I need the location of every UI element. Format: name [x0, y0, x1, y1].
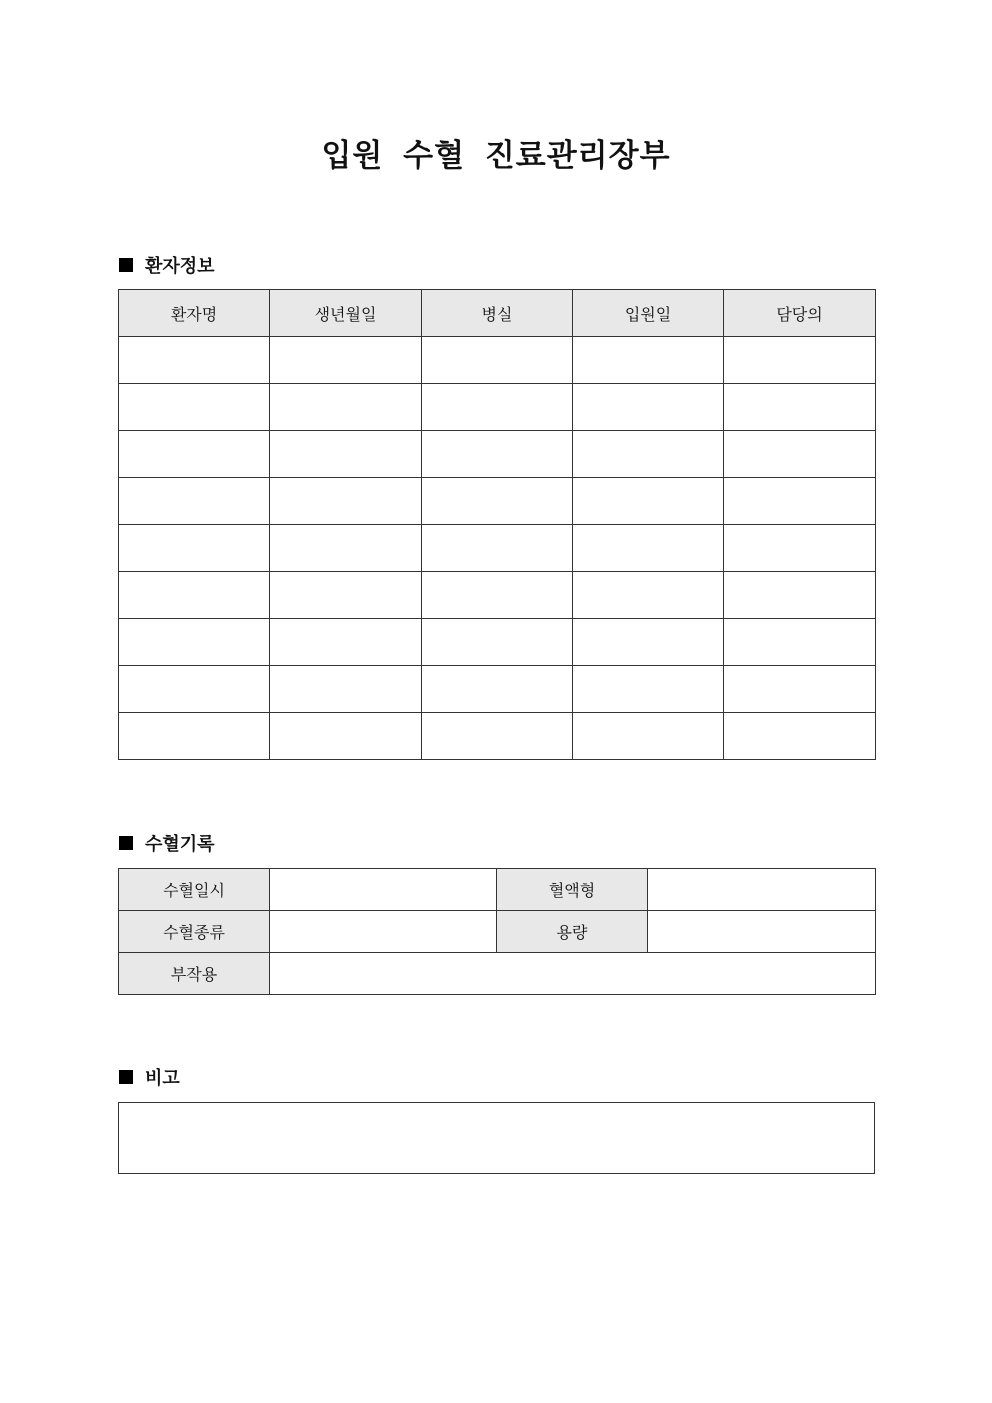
table-row	[119, 953, 876, 995]
page-title: 입원 수혈 진료관리장부	[321, 138, 671, 174]
birthdate-cell[interactable]	[270, 337, 422, 384]
table-row	[119, 525, 876, 572]
column-header-birthdate: 생년월일	[270, 290, 422, 337]
room-cell[interactable]	[422, 666, 573, 713]
attending-doctor-cell[interactable]	[724, 572, 876, 619]
birthdate-cell[interactable]	[270, 431, 422, 478]
attending-doctor-cell[interactable]	[724, 478, 876, 525]
table-row	[119, 384, 876, 431]
admission-date-cell[interactable]	[573, 572, 724, 619]
table-row	[119, 337, 876, 384]
attending-doctor-cell[interactable]	[724, 337, 876, 384]
patient-table-header-row	[119, 290, 876, 337]
patient-name-cell[interactable]	[119, 384, 270, 431]
patient-name-cell[interactable]	[119, 431, 270, 478]
square-bullet-icon	[119, 1070, 133, 1084]
room-cell[interactable]	[422, 525, 573, 572]
birthdate-cell[interactable]	[270, 713, 422, 760]
label-transfusion-kind: 수혈종류	[119, 911, 270, 953]
patient-info-table	[118, 289, 876, 760]
birthdate-cell[interactable]	[270, 619, 422, 666]
admission-date-cell[interactable]	[573, 525, 724, 572]
room-cell[interactable]	[422, 713, 573, 760]
admission-date-cell[interactable]	[573, 478, 724, 525]
room-cell[interactable]	[422, 572, 573, 619]
remarks-section-heading	[119, 1065, 180, 1089]
birthdate-cell[interactable]	[270, 525, 422, 572]
column-header-admission-date: 입원일	[573, 290, 724, 337]
birthdate-cell[interactable]	[270, 666, 422, 713]
patient-name-cell[interactable]	[119, 478, 270, 525]
label-volume: 용량	[497, 911, 648, 953]
square-bullet-icon	[119, 258, 133, 272]
table-row	[119, 869, 876, 911]
column-header-patient-name: 환자명	[119, 290, 270, 337]
attending-doctor-cell[interactable]	[724, 713, 876, 760]
attending-doctor-cell[interactable]	[724, 525, 876, 572]
table-row	[119, 713, 876, 760]
label-transfusion-datetime: 수혈일시	[119, 869, 270, 911]
column-header-attending-doctor: 담당의	[724, 290, 876, 337]
volume-field[interactable]	[648, 911, 876, 953]
birthdate-cell[interactable]	[270, 572, 422, 619]
birthdate-cell[interactable]	[270, 384, 422, 431]
label-blood-type: 혈액형	[497, 869, 648, 911]
room-cell[interactable]	[422, 431, 573, 478]
patient-name-cell[interactable]	[119, 525, 270, 572]
admission-date-cell[interactable]	[573, 619, 724, 666]
table-row	[119, 572, 876, 619]
patient-name-cell[interactable]	[119, 666, 270, 713]
table-row	[119, 619, 876, 666]
column-header-room: 병실	[422, 290, 573, 337]
patient-name-cell[interactable]	[119, 337, 270, 384]
admission-date-cell[interactable]	[573, 666, 724, 713]
side-effects-field[interactable]	[270, 953, 876, 995]
patient-name-cell[interactable]	[119, 713, 270, 760]
admission-date-cell[interactable]	[573, 384, 724, 431]
blood-type-field[interactable]	[648, 869, 876, 911]
table-row	[119, 431, 876, 478]
admission-date-cell[interactable]	[573, 431, 724, 478]
transfusion-section-heading	[119, 831, 215, 855]
remarks-section-title: 비고	[145, 1068, 180, 1089]
transfusion-kind-field[interactable]	[270, 911, 497, 953]
admission-date-cell[interactable]	[573, 713, 724, 760]
attending-doctor-cell[interactable]	[724, 431, 876, 478]
patient-name-cell[interactable]	[119, 572, 270, 619]
room-cell[interactable]	[422, 337, 573, 384]
admission-date-cell[interactable]	[573, 337, 724, 384]
attending-doctor-cell[interactable]	[724, 666, 876, 713]
label-side-effects: 부작용	[119, 953, 270, 995]
transfusion-datetime-field[interactable]	[270, 869, 497, 911]
transfusion-section-title: 수혈기록	[145, 834, 215, 855]
patient-section-heading	[119, 253, 215, 277]
room-cell[interactable]	[422, 384, 573, 431]
room-cell[interactable]	[422, 478, 573, 525]
table-row	[119, 478, 876, 525]
patient-section-title: 환자정보	[145, 256, 215, 277]
attending-doctor-cell[interactable]	[724, 384, 876, 431]
transfusion-record-table	[118, 868, 876, 995]
table-row	[119, 666, 876, 713]
birthdate-cell[interactable]	[270, 478, 422, 525]
attending-doctor-cell[interactable]	[724, 619, 876, 666]
square-bullet-icon	[119, 836, 133, 850]
table-row	[119, 911, 876, 953]
patient-name-cell[interactable]	[119, 619, 270, 666]
room-cell[interactable]	[422, 619, 573, 666]
remarks-field[interactable]	[118, 1102, 875, 1174]
